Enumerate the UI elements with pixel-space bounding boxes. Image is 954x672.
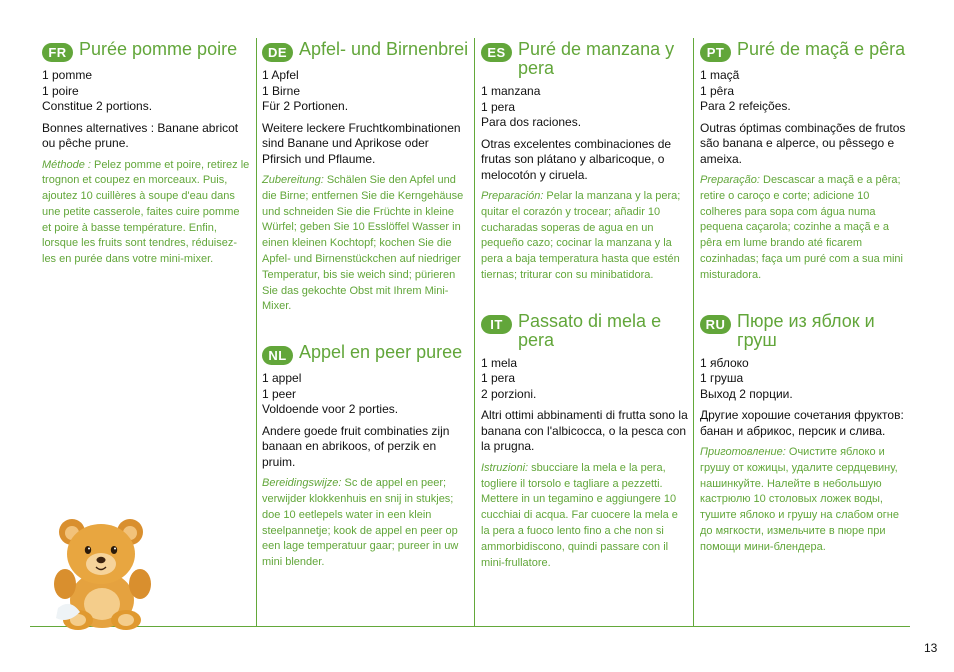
recipe-title: Passato di mela e pera <box>518 310 662 350</box>
method <box>700 173 908 284</box>
alternatives: Otras excelentes combinaciones de frutas son plátano y albaricoque, o melocotón y ciruela. <box>481 136 672 182</box>
method-label: Preparação: <box>700 174 760 186</box>
language-badge: RU <box>700 315 731 334</box>
ingredient: 1 appel <box>262 371 302 386</box>
alternatives: Bonnes alternatives : Banane abricot ou pêche prune. <box>42 120 239 150</box>
alternatives: Weitere leckere Fruchtkombinationen sind Banane und Aprikose oder Pfirsich und Pflaume. <box>262 120 461 166</box>
method-text: Pelar la manzana y la pera; quitar el corazón y trocear; añadir 10 cucharadas soperas de agua en un pequeño cazo; cocinar la manzana y la pera a baja temperatura hasta que estén tiernas; triturar con su minibatidora. <box>481 190 681 281</box>
recipe-title: Apfel- und Birnenbrei <box>299 39 469 59</box>
recipe-fr <box>42 40 250 268</box>
portions: Constitue 2 portions. <box>42 99 153 113</box>
recipe-nl <box>262 343 470 571</box>
recipe-es <box>481 40 689 571</box>
portions: Voldoende voor 2 porties. <box>262 402 399 417</box>
language-badge: PT <box>700 43 731 62</box>
method <box>481 189 689 284</box>
ingredient: 1 manzana <box>481 84 541 98</box>
method-label: Méthode : <box>42 158 91 171</box>
method-label: Приготовление: <box>700 446 786 459</box>
method-text: sbucciare la mela e la pera, togliere il torsolo e tagliare a pezzetti. Mettere in un tegamino e aggiungere 10 cucchiai di acqua. Far cuocere la mela e la pera a fuoco lento fino a che non si ammorbidiscono, quindi passare con il mini-frullatore. <box>481 461 678 569</box>
method <box>262 173 470 315</box>
bottom-rule <box>30 626 910 627</box>
method-text: Schälen Sie den Apfel und die Birne; entfernen Sie die Kerngehäuse und schneiden Sie die Früchte in kleine Würfel; geben Sie 10 Esslöffel Wasser in einen kleinen Kochtopf; kochen Sie die Apfel- und Birnenstückchen auf niedriger Temperatur, bis sie weich sind; pürieren Sie das gekochte Obst mit Ihrem Mini-Mixer. <box>262 174 464 313</box>
ingredient: 1 poire <box>42 83 79 98</box>
recipe-heading <box>42 40 250 62</box>
recipe-pt <box>700 40 908 556</box>
column-divider <box>474 38 475 626</box>
ingredient: 1 яблоко <box>700 355 749 370</box>
ingredient: 1 pomme <box>42 68 93 82</box>
alternatives: Outras óptimas combinações de frutos são banana e alperce, ou pêssego e ameixa. <box>700 120 906 166</box>
recipe-ru <box>700 312 908 556</box>
ingredient: 1 peer <box>262 386 297 401</box>
method <box>481 461 689 572</box>
recipe-heading <box>262 40 470 62</box>
method-text: Pelez pomme et poire, retirez le trognon et coupez en morceaux. Puis, ajoutez 10 cuillères à soupe d'eau dans une petite casserole, faites cuire pomme et poire à basse température. Enfin, lorsque les fruits sont tendres, réduisez-les en purée dans votre mini-mixer. <box>42 158 250 266</box>
ingredient: 1 maçã <box>700 68 740 82</box>
recipe-de <box>262 40 470 571</box>
method-text: Очистите яблоко и грушу от кожицы, удалите сердцевину, нашинкуйте. Налейте в небольшую кастрюлю 10 столовых ложек воды, тушите яблоко и грушу на слабом огне до мягкости, измельчите в пюре при помощи мини-блендера. <box>700 446 899 553</box>
alternatives: Altri ottimi abbinamenti di frutta sono la banana con l'albicocca, o la pesca con la prugna. <box>481 408 688 454</box>
method <box>262 476 470 571</box>
portions: Para dos raciones. <box>481 115 582 129</box>
teddy-bear-illustration <box>50 512 155 630</box>
ingredient: 1 Apfel <box>262 68 299 82</box>
language-badge: IT <box>481 315 512 334</box>
ingredient: 1 pêra <box>700 83 735 98</box>
portions: 2 porzioni. <box>481 386 537 401</box>
recipe-heading <box>262 343 470 365</box>
recipe-heading <box>481 40 689 78</box>
language-badge: DE <box>262 43 293 62</box>
language-badge: FR <box>42 43 73 62</box>
method-text: Sc de appel en peer; verwijder klokkenhuis en snij in stukjes; doe 10 eetlepels water in een klein steelpannetje; kook de appel en peer op een lage temperatuur gaar; pureer in uw mini blender. <box>262 477 459 569</box>
portions: Выход 2 порции. <box>700 386 793 401</box>
recipe-title: Пюре из яблок и груш <box>737 310 875 350</box>
recipe-heading <box>700 40 908 62</box>
language-badge: NL <box>262 346 293 365</box>
page-number: 13 <box>924 641 938 655</box>
ingredient: 1 Birne <box>262 83 301 98</box>
method-label: Istruzioni: <box>481 461 529 474</box>
alternatives: Andere goede fruit combinaties zijn banaan en abrikoos, of perzik en pruim. <box>262 423 450 469</box>
method-label: Bereidingswijze: <box>262 477 342 490</box>
alternatives: Другие хорошие сочетания фруктов: банан и абрикос, персик и слива. <box>700 408 904 438</box>
ingredient: 1 pera <box>481 99 516 114</box>
ingredient: 1 pera <box>481 371 516 386</box>
method <box>42 158 250 269</box>
portions: Für 2 Portionen. <box>262 99 349 113</box>
recipe-title: Purée pomme poire <box>79 39 238 59</box>
method-text: Descascar a maçã e a pêra; retire o caroço e corte; adicione 10 colheres para sopa com água numa pequena caçarola; cozinhe a maçã e a pêra em lume brando até ficarem cozinhadas; faça um puré com a sua mini misturadora. <box>700 174 903 281</box>
recipe-title: Appel en peer puree <box>299 342 463 363</box>
ingredient: 1 груша <box>700 371 744 386</box>
column-divider <box>693 38 694 626</box>
language-badge: ES <box>481 43 512 62</box>
method-label: Zubereitung: <box>262 174 324 186</box>
portions: Para 2 refeições. <box>700 99 791 113</box>
method-label: Preparación: <box>481 190 544 202</box>
ingredient: 1 mela <box>481 355 518 370</box>
recipe-title: Puré de maçã e pêra <box>737 39 906 59</box>
recipe-heading <box>700 312 908 350</box>
recipe-it <box>481 312 689 572</box>
recipe-title: Puré de manzana y pera <box>518 39 675 78</box>
method <box>700 445 908 556</box>
recipe-heading <box>481 312 689 350</box>
column-divider <box>256 38 257 626</box>
